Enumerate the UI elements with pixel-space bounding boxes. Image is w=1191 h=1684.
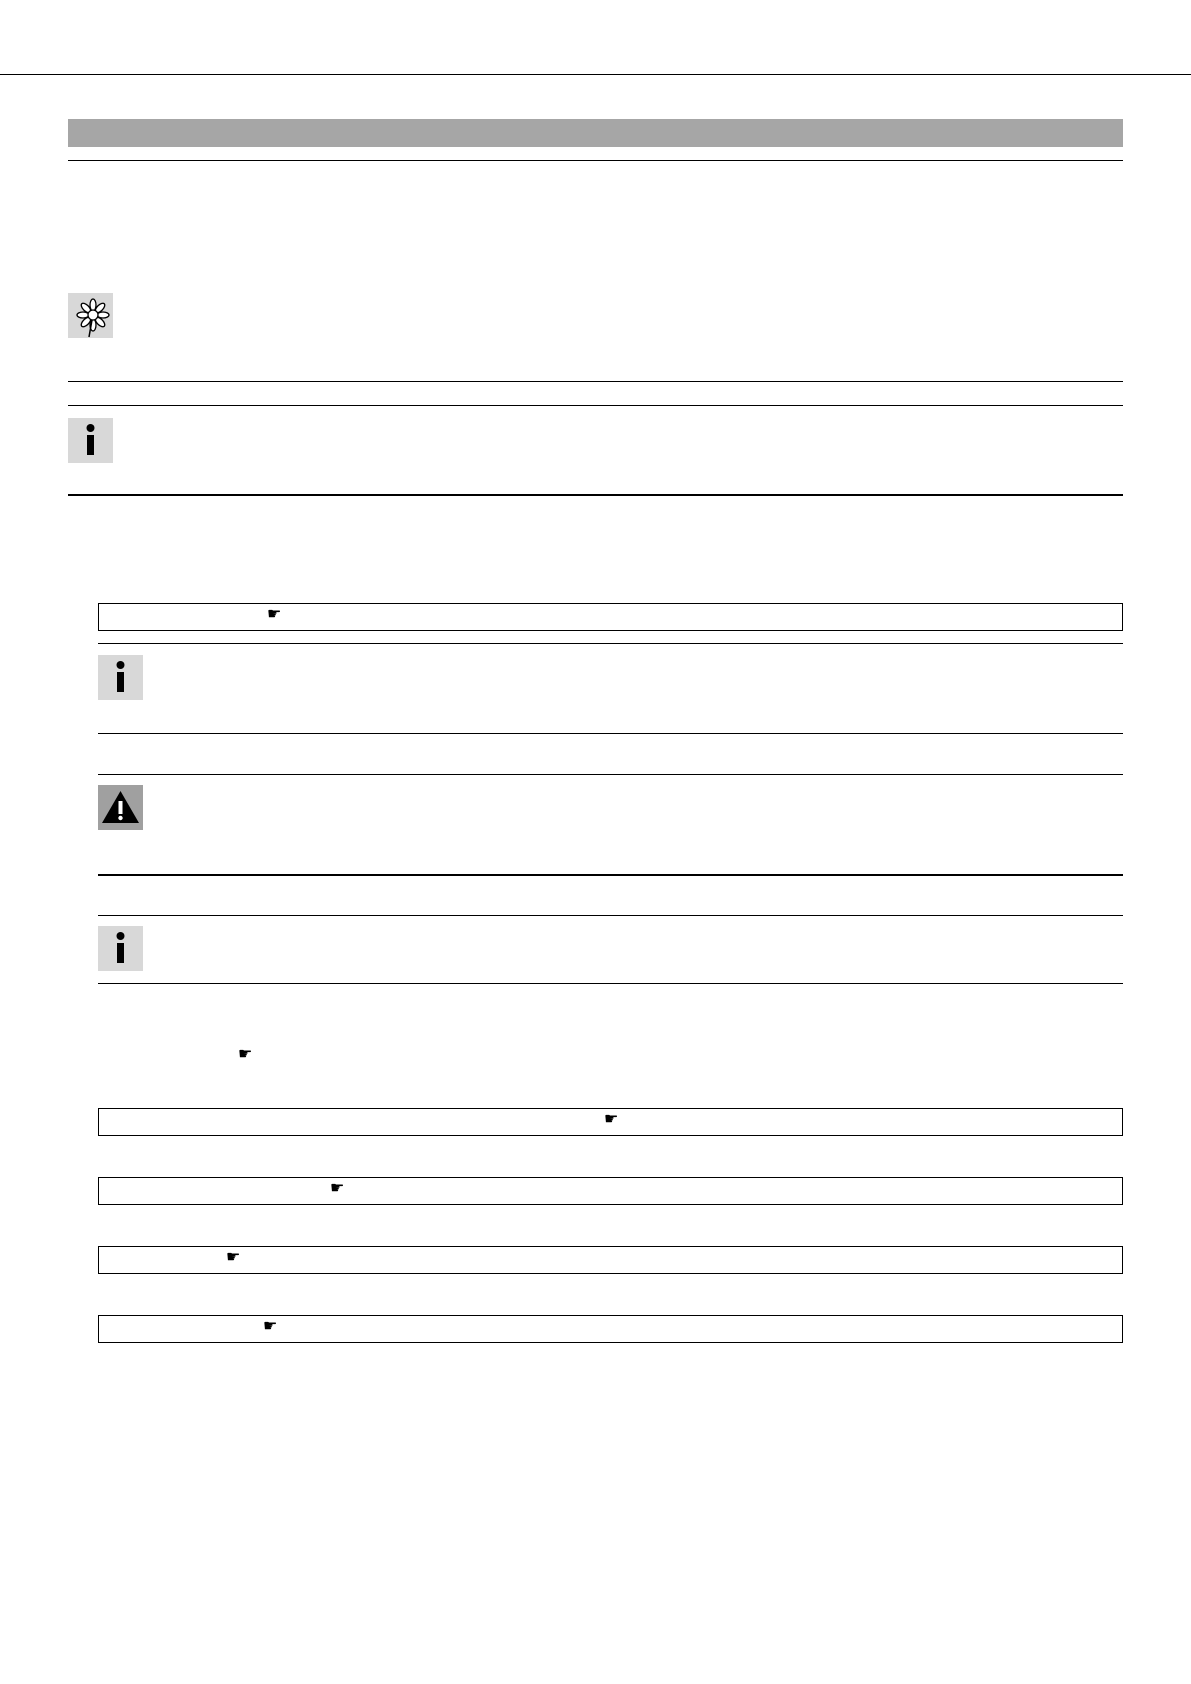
info-1-icon-box <box>68 418 113 463</box>
info-2-top-rule <box>98 643 1123 644</box>
reference-box-3 <box>98 1177 1123 1205</box>
warning-top-rule <box>98 774 1123 775</box>
flower-icon <box>68 293 113 338</box>
tip-end-rule <box>68 381 1123 382</box>
info-3-top-rule <box>98 915 1123 916</box>
pointing-hand-icon: ☛ <box>604 1111 619 1128</box>
section-bar-underline <box>68 160 1123 161</box>
pointing-hand-icon: ☛ <box>267 606 282 623</box>
pointing-hand-icon: ☛ <box>238 1046 253 1063</box>
warning-icon-box <box>98 785 143 830</box>
info-2-bottom-rule <box>98 733 1123 734</box>
pointing-hand-icon: ☛ <box>263 1318 278 1335</box>
warning-bottom-rule <box>98 874 1123 876</box>
info-icon <box>68 418 113 463</box>
info-1-bottom-rule <box>68 494 1123 496</box>
warning-triangle-icon <box>98 785 143 830</box>
pointing-hand-icon: ☛ <box>226 1249 241 1266</box>
reference-box-4 <box>98 1246 1123 1274</box>
tip-icon-box <box>68 293 113 338</box>
info-3-icon-box <box>98 926 143 971</box>
info-1-top-rule <box>68 405 1123 406</box>
reference-box-1 <box>98 603 1123 631</box>
reference-box-5 <box>98 1315 1123 1343</box>
section-title-bar <box>68 119 1123 147</box>
info-3-bottom-rule <box>98 983 1123 984</box>
reference-box-2 <box>98 1108 1123 1136</box>
info-2-icon-box <box>98 655 143 700</box>
pointing-hand-icon: ☛ <box>330 1180 345 1197</box>
header-rule <box>0 74 1191 75</box>
info-icon <box>98 655 143 700</box>
info-icon <box>98 926 143 971</box>
